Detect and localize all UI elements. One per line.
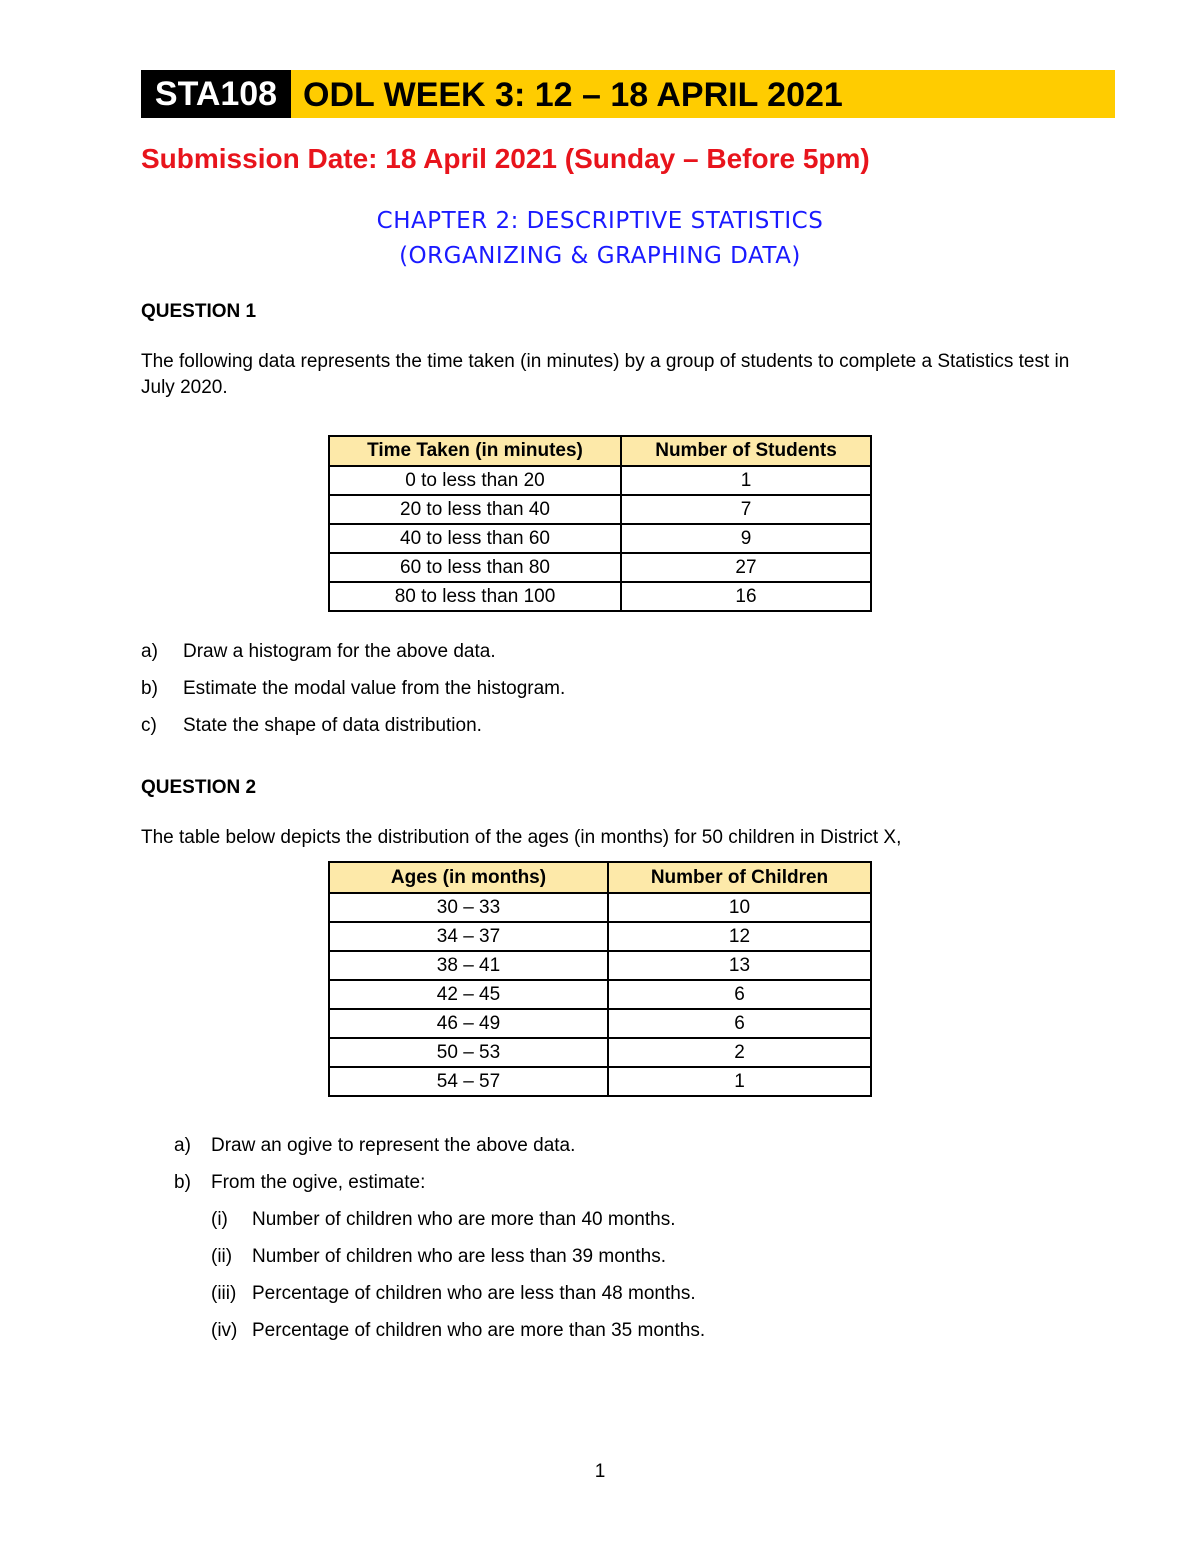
table-cell: 16 (621, 582, 871, 611)
table-header-row (329, 436, 871, 466)
table-row (329, 553, 871, 582)
subpart-label: (ii) (211, 1246, 233, 1267)
question-1-heading: QUESTION 1 (141, 301, 257, 322)
question-2-heading: QUESTION 2 (141, 777, 257, 798)
subpart-label: (iii) (211, 1283, 237, 1304)
course-code-badge: STA108 (141, 70, 291, 118)
table-cell: 54 – 57 (329, 1067, 608, 1096)
table-row (329, 951, 871, 980)
subpart-ii (211, 1246, 666, 1268)
table-cell: 12 (608, 922, 871, 951)
question-1-part-c (141, 715, 482, 737)
week-title: ODL WEEK 3: 12 – 18 APRIL 2021 (303, 76, 843, 114)
subpart-i (211, 1209, 676, 1231)
table-row (329, 582, 871, 611)
part-text: Draw an ogive to represent the above data. (211, 1135, 576, 1156)
table-cell: 27 (621, 553, 871, 582)
table-cell: 7 (621, 495, 871, 524)
part-label: b) (174, 1172, 191, 1193)
part-label: a) (174, 1135, 191, 1156)
part-text: From the ogive, estimate: (211, 1172, 426, 1193)
chapter-title: CHAPTER 2: DESCRIPTIVE STATISTICS (376, 208, 824, 234)
table-row (329, 980, 871, 1009)
table-row (329, 495, 871, 524)
table-cell: 38 – 41 (329, 951, 608, 980)
ages-table (328, 861, 872, 1097)
table-cell: 2 (608, 1038, 871, 1067)
time-taken-table (328, 435, 872, 612)
subpart-iv (211, 1320, 705, 1342)
subpart-iii (211, 1283, 696, 1305)
table-cell: 1 (621, 466, 871, 495)
part-text: Draw a histogram for the above data. (183, 641, 496, 662)
subpart-text: Number of children who are more than 40 months. (252, 1209, 676, 1230)
column-header: Number of Children (608, 862, 871, 893)
table-cell: 10 (608, 893, 871, 922)
table-cell: 20 to less than 40 (329, 495, 621, 524)
part-label: b) (141, 678, 158, 699)
question-1-part-b (141, 678, 565, 700)
table-row (329, 922, 871, 951)
question-1-intro: The following data represents the time taken (in minutes) by a group of students to complete a Statistics test in July 2020. (141, 351, 1070, 398)
table-row (329, 466, 871, 495)
table-row (329, 1009, 871, 1038)
table-row (329, 524, 871, 553)
subpart-text: Percentage of children who are less than 48 months. (252, 1283, 696, 1304)
part-text: Estimate the modal value from the histogram. (183, 678, 566, 699)
subpart-text: Percentage of children who are more than 35 months. (252, 1320, 706, 1341)
question-2-part-b (174, 1172, 425, 1194)
subpart-label: (iv) (211, 1320, 238, 1341)
table-cell: 34 – 37 (329, 922, 608, 951)
table-cell: 80 to less than 100 (329, 582, 621, 611)
part-label: c) (141, 715, 157, 736)
part-label: a) (141, 641, 158, 662)
question-2-part-a (174, 1135, 575, 1157)
subpart-text: Number of children who are less than 39 months. (252, 1246, 666, 1267)
column-header: Number of Students (621, 436, 871, 466)
table-cell: 46 – 49 (329, 1009, 608, 1038)
subpart-label: (i) (211, 1209, 228, 1230)
table-cell: 60 to less than 80 (329, 553, 621, 582)
question-2-intro: The table below depicts the distribution of the ages (in months) for 50 children in District X, (141, 827, 902, 848)
header-bar (141, 70, 1115, 118)
table-cell: 50 – 53 (329, 1038, 608, 1067)
table-cell: 6 (608, 980, 871, 1009)
submission-date: Submission Date: 18 April 2021 (Sunday – Before 5pm) (141, 143, 870, 174)
table-cell: 9 (621, 524, 871, 553)
table-cell: 42 – 45 (329, 980, 608, 1009)
question-1-part-a (141, 641, 496, 663)
table-row (329, 1067, 871, 1096)
table-cell: 13 (608, 951, 871, 980)
table-cell: 30 – 33 (329, 893, 608, 922)
table-row (329, 1038, 871, 1067)
table-header-row (329, 862, 871, 893)
column-header: Time Taken (in minutes) (329, 436, 621, 466)
table-cell: 0 to less than 20 (329, 466, 621, 495)
part-text: State the shape of data distribution. (183, 715, 482, 736)
table-cell: 40 to less than 60 (329, 524, 621, 553)
table-cell: 6 (608, 1009, 871, 1038)
table-row (329, 893, 871, 922)
column-header: Ages (in months) (329, 862, 608, 893)
table-cell: 1 (608, 1067, 871, 1096)
chapter-subtitle: (ORGANIZING & GRAPHING DATA) (399, 243, 801, 269)
page-number: 1 (594, 1461, 606, 1482)
